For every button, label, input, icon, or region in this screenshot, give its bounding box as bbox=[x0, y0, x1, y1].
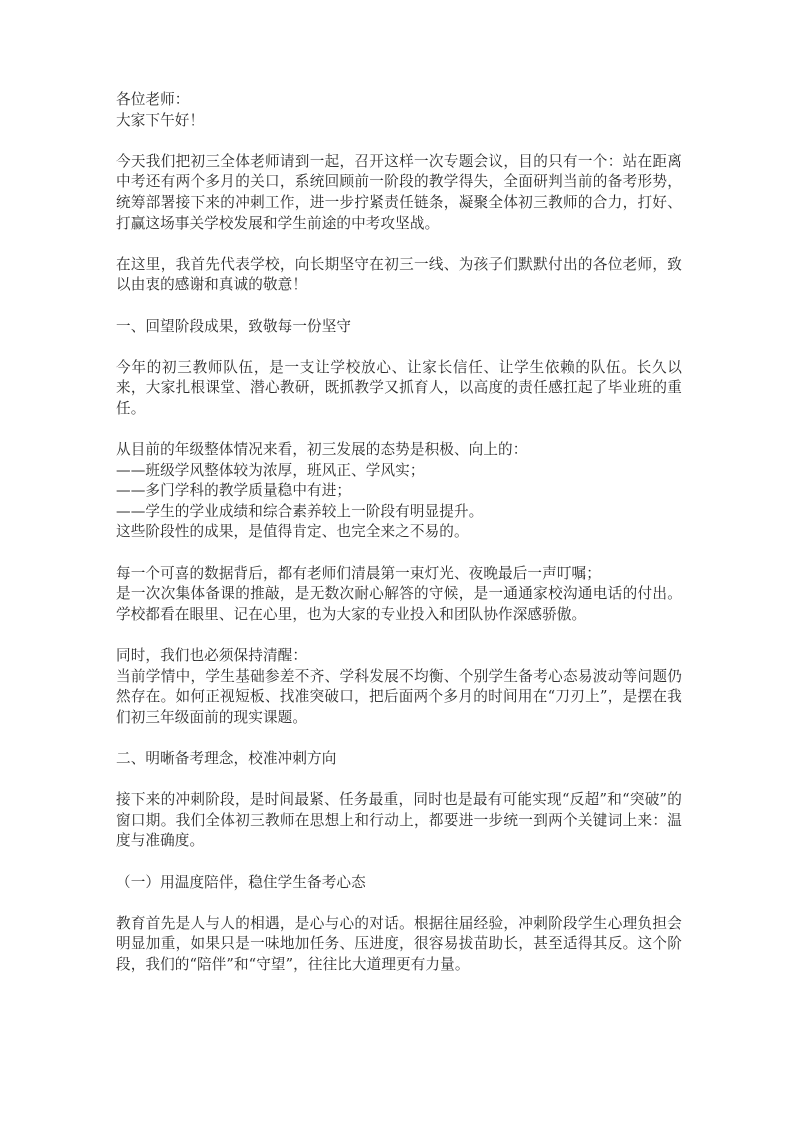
spacer-after-trend bbox=[116, 543, 682, 564]
paragraph-trend-block bbox=[116, 440, 682, 543]
paragraph-behind-block bbox=[116, 564, 682, 626]
heading-section-one: 一、回望阶段成果，致敬每一份坚守 bbox=[116, 317, 352, 335]
paragraph-sober-block bbox=[116, 646, 682, 728]
trend-lead-line: 从目前的年级整体情况来看，初三发展的态势是积极、向上的： bbox=[116, 441, 528, 459]
sober-lead-line: 同时，我们也必须保持清醒： bbox=[116, 647, 308, 665]
paragraph-team: 今年的初三教师队伍，是一支让学校放心、让家长信任、让学生依赖的队伍。长久以来，大家扎根课堂、潜心教研，既抓教学又抓育人，以高度的责任感扛起了毕业班的重任。 bbox=[116, 358, 682, 417]
document-body bbox=[116, 90, 682, 996]
heading-subsection-one: （一）用温度陪伴，稳住学生备考心态 bbox=[116, 873, 366, 891]
trend-item-1: ——班级学风整体较为浓厚，班风正、学风实； bbox=[116, 461, 425, 479]
behind-line-2: 是一次次集体备课的推敲，是无数次耐心解答的守候，是一通通家校沟通电话的付出。学校都看在眼里、记在心里，也为大家的专业投入和团队协作深感骄傲。 bbox=[116, 585, 682, 623]
salutation-greeting: 大家下午好！ bbox=[116, 111, 205, 129]
salutation-block bbox=[116, 90, 682, 131]
paragraph-education: 教育首先是人与人的相遇，是心与心的对话。根据往届经验，冲刺阶段学生心理负担会明显加重，如果只是一味地加任务、压进度，很容易拔苗助长，甚至适得其反。这个阶段，我们的“陪伴”和“守望”，往往比大道理更有力量。 bbox=[116, 914, 682, 973]
behind-line-1: 每一个可喜的数据背后，都有老师们清晨第一束灯光、夜晚最后一声叮嘱； bbox=[116, 564, 601, 582]
sober-body-line: 当前学情中，学生基础参差不齐、学科发展不均衡、个别学生备考心态易波动等问题仍然存在。如何正视短板、找准突破口，把后面两个多月的时间用在“刀刃上”，是摆在我们初三年级面前的现实课题。 bbox=[116, 667, 682, 726]
trend-item-2: ——多门学科的教学质量稳中有进； bbox=[116, 482, 352, 500]
paragraph-intro: 今天我们把初三全体老师请到一起，召开这样一次专题会议，目的只有一个：站在距离中考还有两个多月的关口，系统回顾前一阶段的教学得失，全面研判当前的备考形势，统筹部署接下来的冲刺工作，进一步拧紧责任链条，凝聚全体初三教师的合力，打好、打赢这场事关学校发展和学生前途的中考攻坚战。 bbox=[116, 152, 682, 232]
paragraph-sprint: 接下来的冲刺阶段，是时间最紧、任务最重，同时也是最有可能实现“反超”和“突破”的窗口期。我们全体初三教师在思想上和行动上，都要进一步统一到两个关键词上来：温度与准确度。 bbox=[116, 791, 682, 850]
spacer-after-behind bbox=[116, 625, 682, 646]
spacer-after-sober bbox=[116, 728, 682, 749]
paragraph-thanks: 在这里，我首先代表学校，向长期坚守在初三一线、为孩子们默默付出的各位老师，致以由衷的感谢和真诚的敬意！ bbox=[116, 255, 682, 294]
spacer-after-salutation bbox=[116, 131, 682, 152]
heading-section-two: 二、明晰备考理念，校准冲刺方向 bbox=[116, 750, 337, 767]
trend-closing-line: 这些阶段性的成果，是值得肯定、也完全来之不易的。 bbox=[116, 523, 469, 541]
salutation-addressee: 各位老师： bbox=[116, 91, 190, 108]
trend-item-3: ——学生的学业成绩和综合素养较上一阶段有明显提升。 bbox=[116, 502, 484, 520]
